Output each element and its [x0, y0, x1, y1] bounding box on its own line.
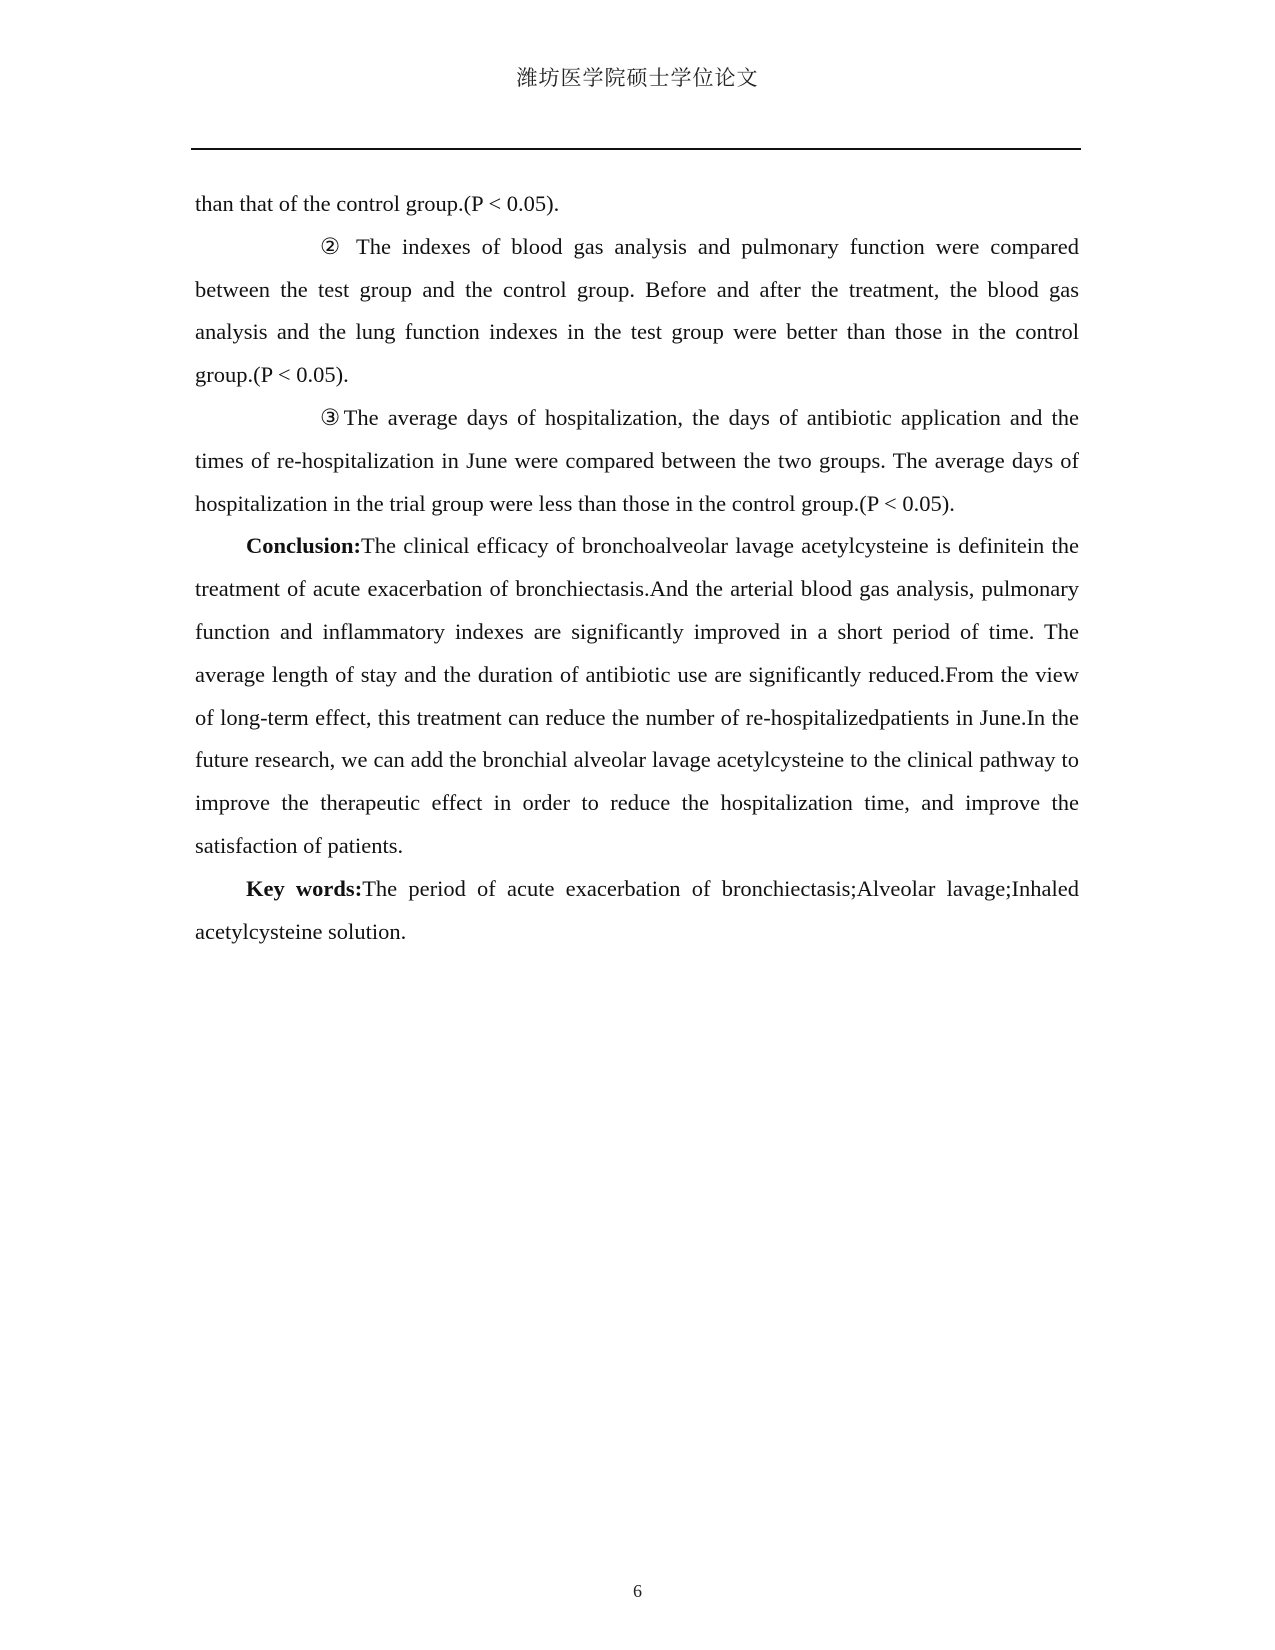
- continuation-paragraph: than that of the control group.(P < 0.05).: [195, 191, 560, 216]
- result-item-2: ② The indexes of blood gas analysis and pulmonary function were compared between the test group and the control group. Before and after the treatment, the blood gas analysis and the lung function indexes in the test group were better than those in the control group.(P < 0.05).: [195, 233, 1079, 388]
- conclusion-text: The clinical efficacy of bronchoalveolar lavage acetylcysteine is definitein the treatment of acute exacerbation of bronchiectasis.And the arterial blood gas analysis, pulmonary function and inflammatory indexes are significantly improved in a short period of time. The average length of stay and the duration of antibiotic use are significantly reduced.From the view of long-term effect, this treatment can reduce the number of re-hospitalizedpatients in June.In the future research, we can add the bronchial alveolar lavage acetylcysteine to the clinical pathway to improve the therapeutic effect in order to reduce the hospitalization time, and improve the satisfaction of patients.: [195, 533, 1079, 858]
- keywords-text: The period of acute exacerbation of bronchiectasis;Alveolar lavage;Inhaled acetylcysteine solution.: [195, 875, 1079, 944]
- keywords-paragraph: [195, 868, 1079, 954]
- page-header-title: 潍坊医学院硕士学位论文: [516, 66, 759, 90]
- header-divider: [191, 148, 1081, 150]
- abstract-body: [195, 183, 1079, 953]
- page-number: 6: [633, 1581, 642, 1601]
- result-item-3: ③The average days of hospitalization, the days of antibiotic application and the times of re-hospitalization in June were compared between the two groups. The average days of hospitalization in the trial group were less than those in the control group.(P < 0.05).: [195, 404, 1079, 516]
- conclusion-label: Conclusion:: [246, 533, 362, 559]
- keywords-label: Key words:: [246, 875, 363, 901]
- conclusion-paragraph: [195, 525, 1079, 867]
